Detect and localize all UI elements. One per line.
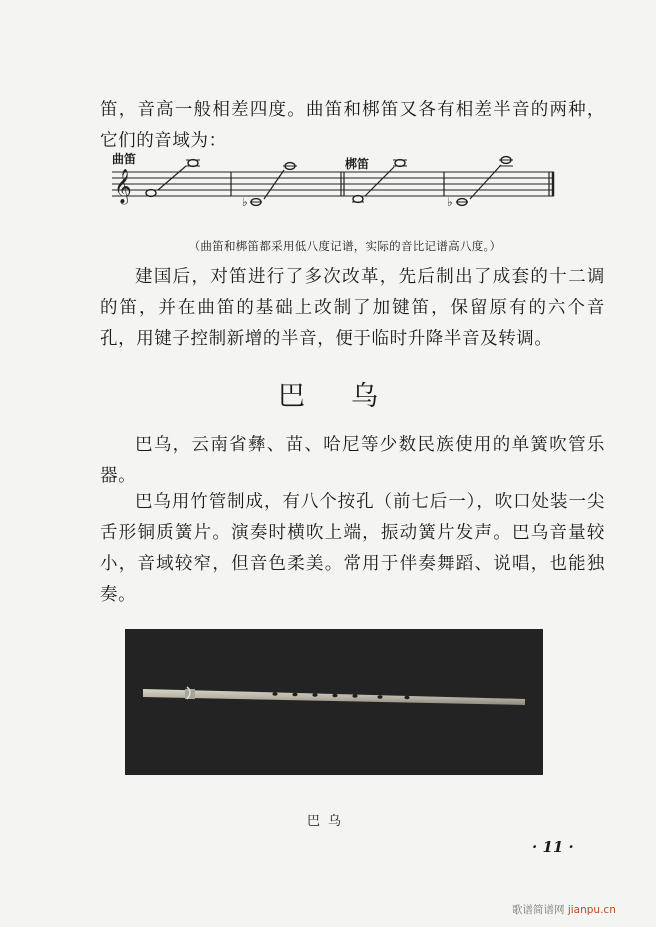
staff-footnote: （曲笛和梆笛都采用低八度记谱，实际的音比记谱高八度。） — [188, 239, 502, 253]
svg-text:♭: ♭ — [242, 195, 248, 209]
page-number: · 11 · — [532, 838, 574, 856]
paragraph-bawu-intro: 巴乌，云南省彝、苗、哈尼等少数民族使用的单簧吹管乐器。 — [100, 435, 605, 486]
photo-caption: 巴乌 — [306, 814, 349, 829]
treble-clef-icon: 𝄞 — [114, 169, 132, 204]
watermark-url: jianpu.cn — [567, 904, 616, 916]
qudi-range-2 — [242, 163, 297, 209]
watermark-site: 歌谱简谱网 — [512, 904, 565, 916]
staff-label-bangdi: 梆笛 — [345, 157, 370, 171]
section-title: 巴乌 — [278, 381, 424, 412]
bawu-instrument-image — [125, 629, 543, 775]
site-watermark — [512, 902, 616, 917]
bangdi-range-2 — [447, 157, 513, 209]
paragraph-reform: 建国后，对笛进行了多次改革，先后制出了成套的十二调的笛，并在曲笛的基础上改制了加键笛，保留原有的六个音孔，用键子控制新增的半音，便于临时升降半音及转调。 — [100, 267, 605, 349]
paragraph-dizi-range: 笛，音高一般相差四度。曲笛和梆笛又各有相差半音的两种，它们的音域为： — [100, 100, 605, 151]
bawu-photo — [125, 629, 543, 775]
paragraph-bawu-description: 巴乌用竹管制成，有八个按孔（前七后一），吹口处装一尖舌形铜质簧片。演奏时横吹上端，振动簧片发声。巴乌音量较小，音域较窄，但音色柔美。常用于伴奏舞蹈、说唱，也能独奏。 — [100, 492, 605, 605]
music-staff — [108, 150, 558, 210]
staff-notation-svg — [108, 150, 558, 210]
staff-label-qudi: 曲笛 — [112, 152, 137, 166]
svg-text:♭: ♭ — [447, 195, 453, 209]
